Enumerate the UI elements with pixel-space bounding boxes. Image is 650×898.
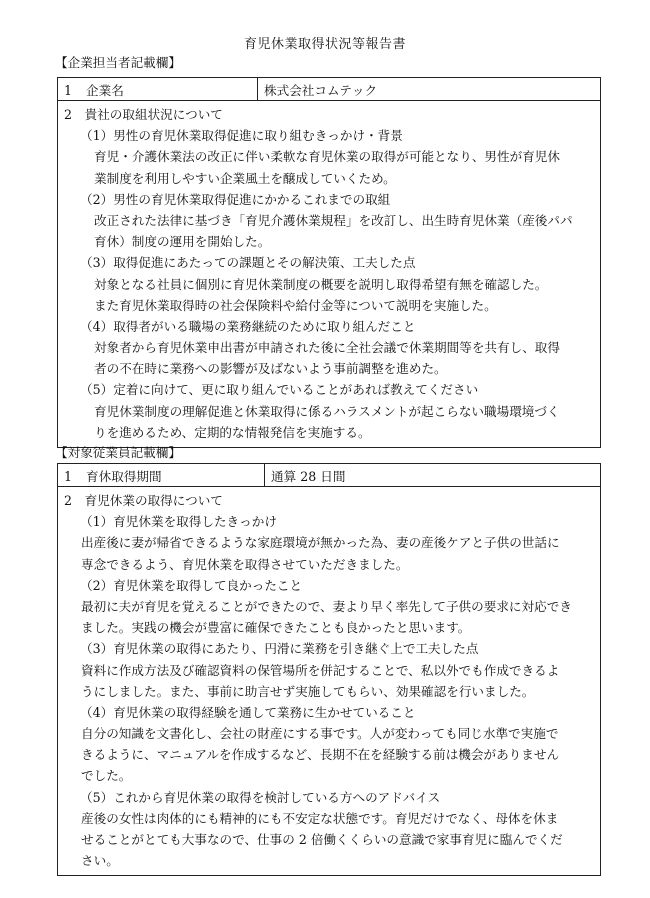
question-line: （3）育児休業の取得にあたり、円滑に業務を引き継ぐ上で工夫した点 [80, 641, 479, 657]
answer-line: でした。 [81, 768, 132, 784]
company-name-label: 企業名 [86, 82, 124, 98]
question-line: （2）育児休業を取得して良かったこと [80, 577, 303, 593]
leave-experience-heading: 2 育児休業の取得について [64, 493, 223, 508]
answer-line: 出産後に妻が帰省できるような家庭環境が無かった為、妻の産後ケアと子供の世話に [81, 535, 560, 551]
question-line: （5）これから育児休業の取得を検討している方へのアドバイス [80, 789, 441, 805]
leave-period-key [58, 464, 265, 487]
answer-line: 自分の知識を文書化し、会社の財産にする事です。人が変わっても同じ水準で実施で [81, 726, 559, 742]
question-line: （4）取得者がいる職場の業務継続のために取り組んだこと [80, 318, 416, 334]
answer-line: 業制度を利用しやすい企業風土を醸成していくため。 [94, 170, 396, 186]
answer-line: また育児休業取得時の社会保険料や給付金等について説明を実施した。 [94, 297, 497, 313]
company-initiatives-cell [58, 101, 601, 448]
question-line: （3）取得促進にあたっての課題とその解決策、工夫した点 [80, 255, 416, 271]
question-line: （2）男性の育児休業取得促進にかかるこれまでの取組 [80, 191, 391, 207]
answer-line: 最初に夫が育児を覚えることができたので、妻より早く率先して子供の要求に対応でき [81, 598, 572, 614]
answer-line: 者の不在時に業務への影響が及ばないよう事前調整を進めた。 [94, 361, 447, 377]
company-name-value: 株式会社コムテック [258, 78, 601, 101]
answer-line: 対象となる社員に個別に育児休業制度の概要を説明し取得希望有無を確認した。 [94, 276, 548, 292]
answer-line: 育児休業制度の理解促進と休業取得に係るハラスメントが起こらない職場環境づく [94, 403, 560, 419]
answer-line: うにしました。また、事前に助言せず実施してもらい、効果確認を行いました。 [81, 683, 535, 699]
employee-section-label: 【対象従業員記載欄】 [55, 445, 181, 460]
question-line: （1）育児休業を取得したきっかけ [80, 514, 277, 530]
question-line: （4）育児休業の取得経験を通して業務に生かせていること [80, 704, 416, 720]
answer-line: 対象者から育児休業申出書が申請された後に全社会議で休業期間等を共有し、取得 [94, 340, 560, 356]
answer-line: 改正された法律に基づき「育児介護休業規程」を改訂し、出生時育児休業（産後パパ [94, 212, 573, 228]
answer-line: せることがとても大事なので、仕事の 2 倍働くくらいの意識で家事育児に臨んでくだ [81, 832, 563, 847]
document-title: 育児休業取得状況等報告書 [243, 37, 406, 52]
answer-line: ました。実践の機会が豊富に確保できたことも良かったと思います。 [81, 620, 471, 636]
answer-line: 育休）制度の運用を開始した。 [94, 234, 271, 250]
answer-line: 専念できるよう、育児休業を取得させていただきました。 [81, 556, 409, 572]
leave-period-label: 育休取得期間 [86, 468, 162, 484]
answer-line: きるように、マニュアルを作成するなど、長期不在を経験する前は機会がありません [81, 747, 560, 763]
row-number: 1 [64, 82, 73, 98]
company-initiatives-row [58, 101, 601, 448]
leave-period-value: 通算 28 日間 [265, 464, 601, 487]
leave-experience-body [64, 511, 592, 871]
leave-experience-row [58, 487, 601, 876]
row-number: 1 [64, 468, 73, 484]
question-line: （1）男性の育児休業取得促進に取り組むきっかけ・背景 [80, 128, 403, 144]
leave-period-row [58, 464, 601, 487]
company-section-table [57, 77, 601, 448]
answer-line: 資料に作成方法及び確認資料の保管場所を併記することで、私以外でも作成できるよ [81, 662, 560, 678]
leave-experience-cell [58, 487, 601, 876]
employee-section-table [57, 463, 601, 876]
company-initiatives-heading: 2 貴社の取組状況について [64, 107, 223, 122]
answer-line: 育児・介護休業法の改正に伴い柔軟な育児休業の取得が可能となり、男性が育児休 [94, 149, 560, 165]
company-name-key [58, 78, 258, 101]
answer-line: さい。 [81, 853, 119, 869]
question-line: （5）定着に向けて、更に取り組んでいることがあれば教えてください [80, 382, 479, 398]
company-name-row [58, 78, 601, 101]
answer-line: 産後の女性は肉体的にも精神的にも不安定な状態です。育児だけでなく、母体を休ま [81, 810, 559, 826]
answer-line: りを進めるため、定期的な情報発信を実施する。 [94, 424, 371, 440]
company-initiatives-body [64, 125, 592, 443]
company-section-label: 【企業担当者記載欄】 [55, 55, 181, 70]
